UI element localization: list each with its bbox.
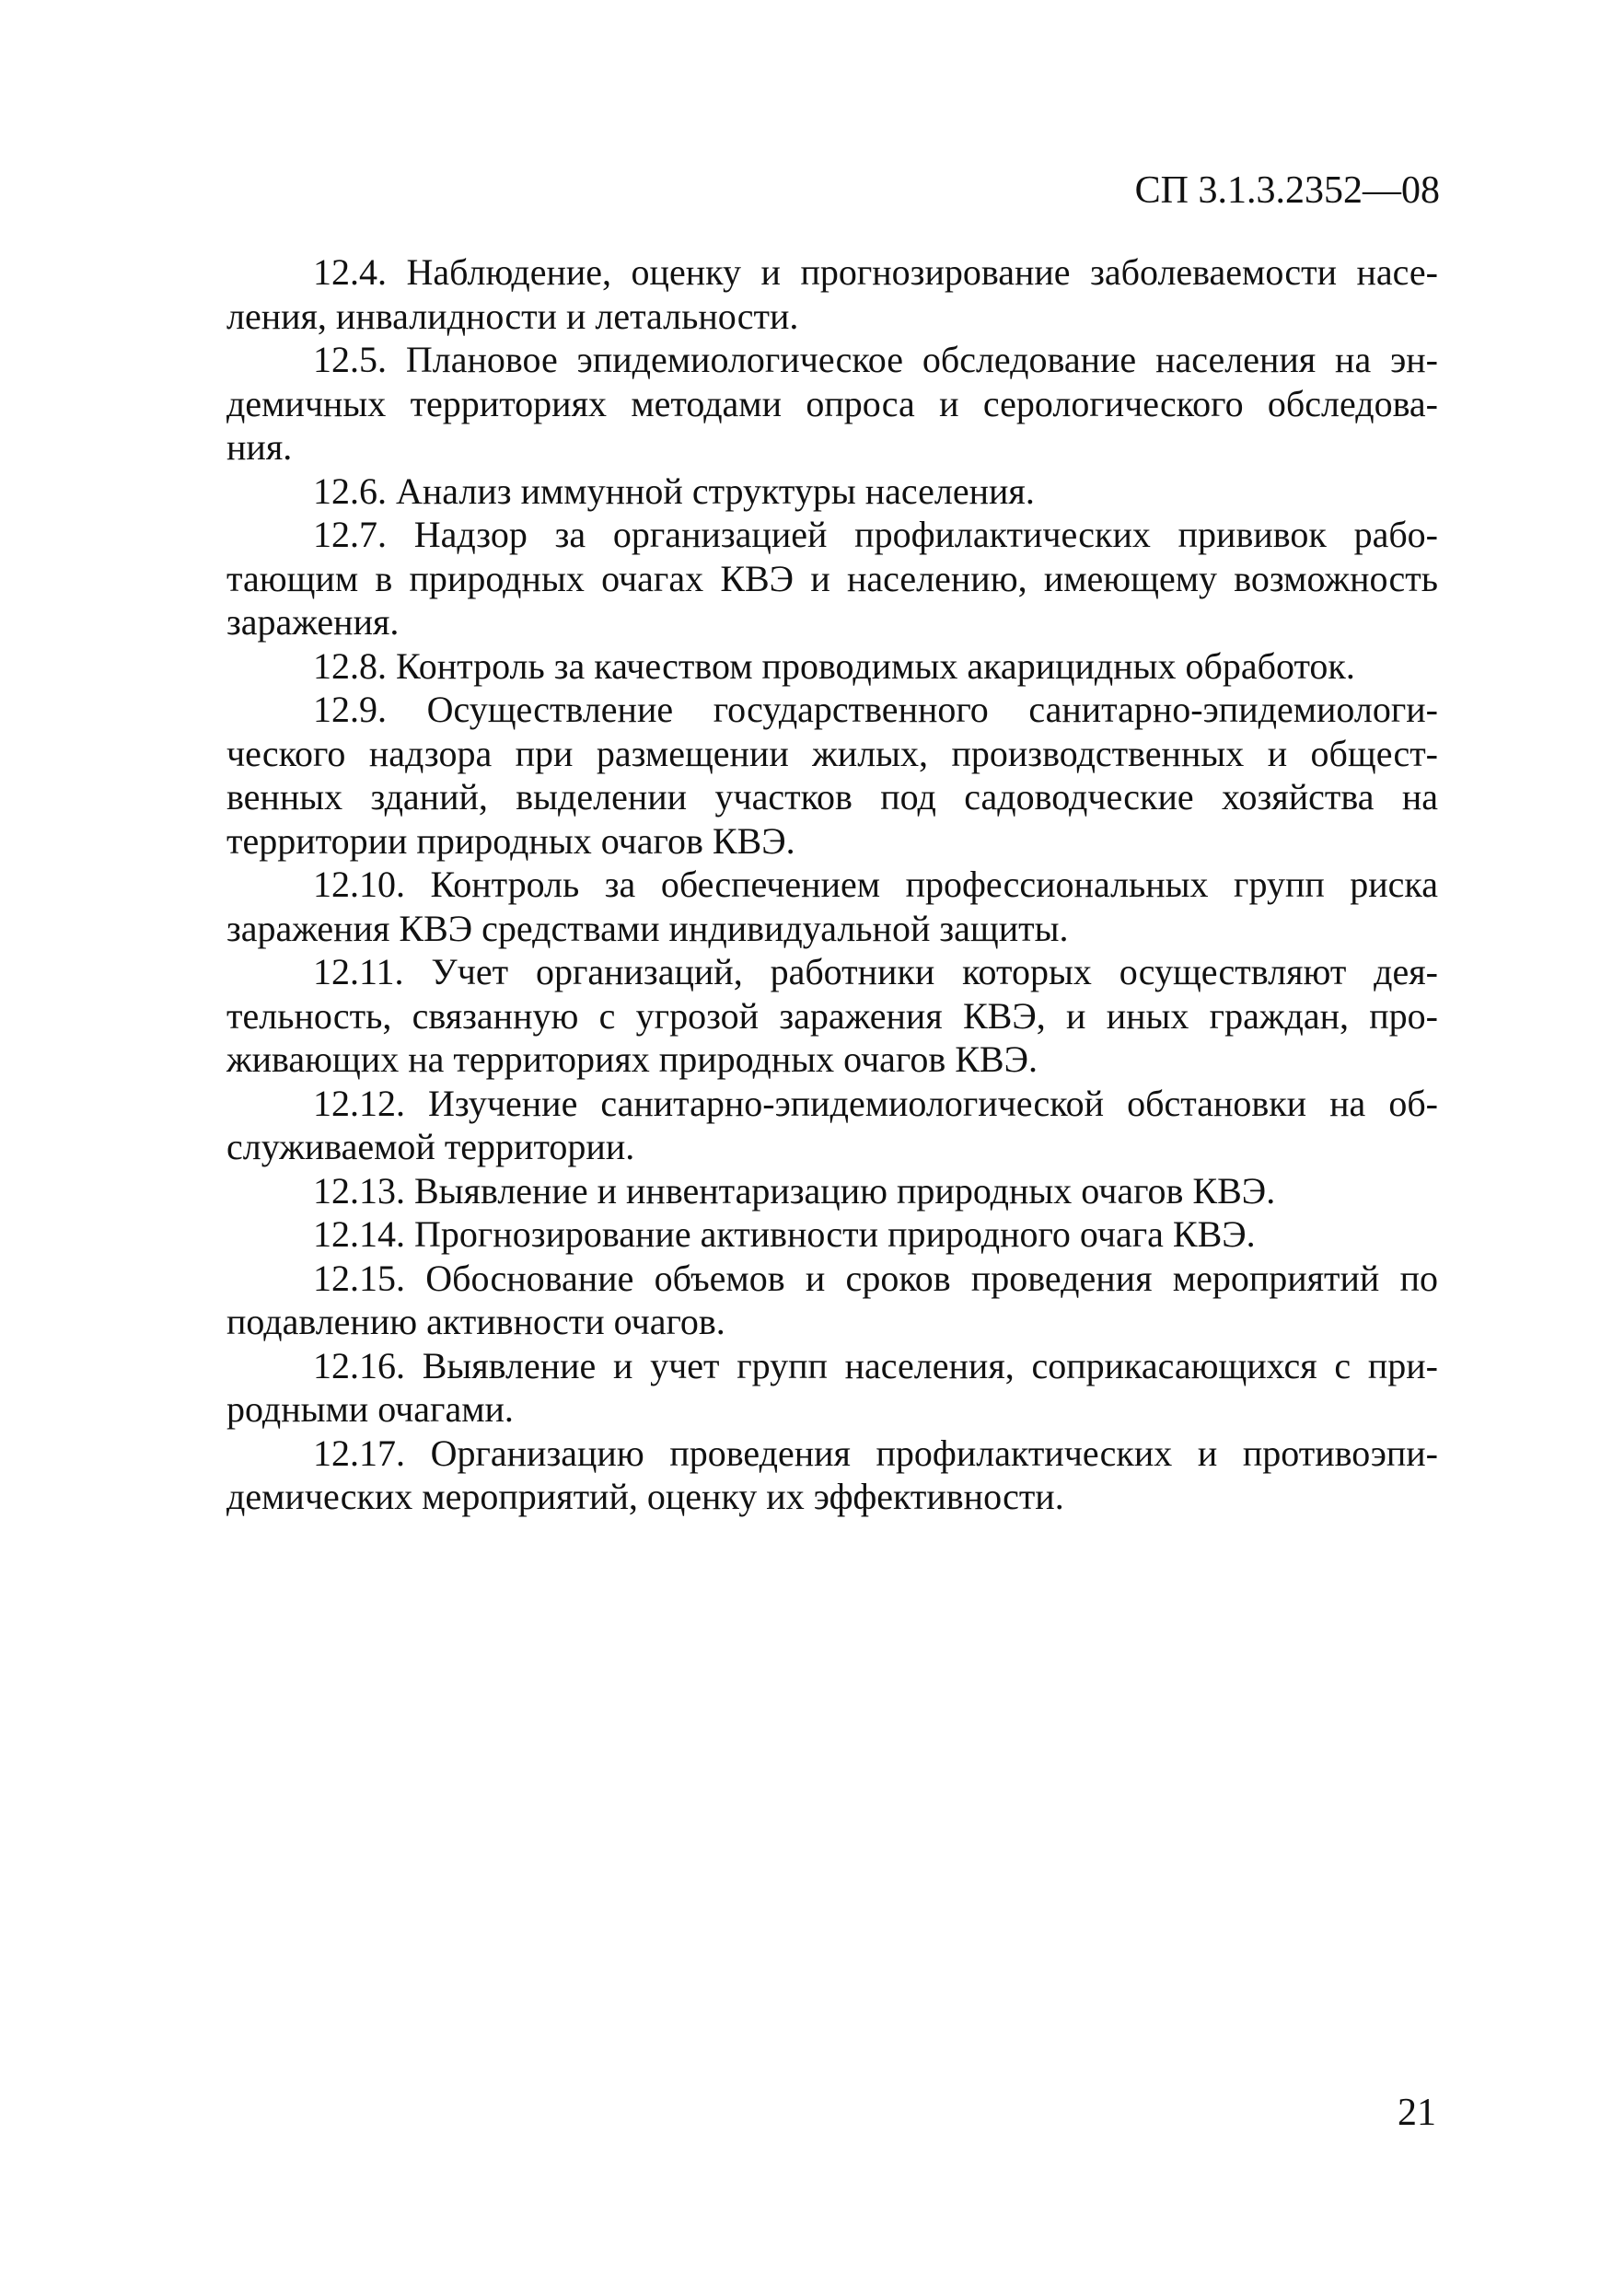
paragraph-line: 12.11. Учет организаций, работники которых осуществляют дея- [313, 951, 1438, 992]
paragraph-line: 12.6. Анализ иммунной структуры населения. [313, 470, 1035, 512]
document-code-header: СП 3.1.3.2352—08 [1134, 169, 1440, 212]
paragraph-line: венных зданий, выделении участков под садоводческие хозяйства на [226, 776, 1438, 818]
paragraph-item [226, 1257, 1438, 1344]
paragraph-item [226, 1082, 1438, 1169]
paragraph-line: 12.17. Организацию проведения профилактических и противоэпи- [313, 1432, 1438, 1474]
paragraph-line: 12.16. Выявление и учет групп населения, соприкасающихся с при- [313, 1344, 1438, 1386]
paragraph-item [226, 1212, 1438, 1257]
paragraph-line: 12.13. Выявление и инвентаризацию природных очагов КВЭ. [313, 1169, 1276, 1212]
paragraph-line: демических мероприятий, оценку их эффективности. [226, 1476, 1064, 1517]
paragraph-line: родными очагами. [226, 1388, 514, 1430]
paragraph-line: тающим в природных очагах КВЭ и населению, имеющему возможность [226, 557, 1438, 599]
paragraph-item [226, 1344, 1438, 1432]
document-body [226, 250, 1438, 1519]
paragraph-line: подавлению активности очагов. [226, 1301, 725, 1342]
paragraph-line: заражения. [226, 601, 400, 643]
paragraph-line: 12.4. Наблюдение, оценку и прогнозирование заболеваемости насе- [313, 251, 1438, 293]
paragraph-line: заражения КВЭ средствами индивидуальной защиты. [226, 907, 1069, 949]
paragraph-line: 12.14. Прогнозирование активности природного очага КВЭ. [313, 1213, 1256, 1255]
paragraph-line: ческого надзора при размещении жилых, производственных и общест- [226, 732, 1438, 774]
paragraph-item [226, 950, 1438, 1082]
paragraph-line: ния. [226, 426, 293, 468]
paragraph-item [226, 470, 1438, 514]
paragraph-line: 12.7. Надзор за организацией профилактических прививок рабо- [313, 514, 1438, 555]
paragraph-line: 12.10. Контроль за обеспечением профессиональных групп риска [313, 864, 1438, 905]
paragraph-item [226, 688, 1438, 863]
paragraph-item [226, 1169, 1438, 1213]
paragraph-line: ления, инвалидности и летальности. [226, 295, 799, 337]
paragraph-line: 12.9. Осуществление государственного санитарно-эпидемиологи- [313, 689, 1438, 730]
paragraph-line: 12.8. Контроль за качеством проводимых акарицидных обработок. [313, 644, 1355, 687]
paragraph-line: демичных территориях методами опроса и серологического обследова- [226, 382, 1438, 424]
paragraph-line: тельность, связанную с угрозой заражения КВЭ, и иных граждан, про- [226, 994, 1438, 1037]
paragraph-line: 12.5. Плановое эпидемиологическое обследование населения на эн- [313, 339, 1438, 380]
paragraph-line: живающих на территориях природных очагов КВЭ. [226, 1038, 1038, 1080]
paragraph-item [226, 644, 1438, 689]
page-number: 21 [1398, 2092, 1436, 2134]
paragraph-line: 12.12. Изучение санитарно-эпидемиологической обстановки на об- [313, 1082, 1438, 1124]
paragraph-item [226, 1432, 1438, 1519]
paragraph-item [226, 250, 1438, 338]
paragraph-line: служиваемой территории. [226, 1126, 635, 1167]
paragraph-line: территории природных очагов КВЭ. [226, 819, 795, 862]
paragraph-item [226, 513, 1438, 644]
paragraph-item [226, 863, 1438, 950]
paragraph-line: 12.15. Обоснование объемов и сроков проведения мероприятий по [313, 1257, 1438, 1299]
paragraph-item [226, 338, 1438, 470]
